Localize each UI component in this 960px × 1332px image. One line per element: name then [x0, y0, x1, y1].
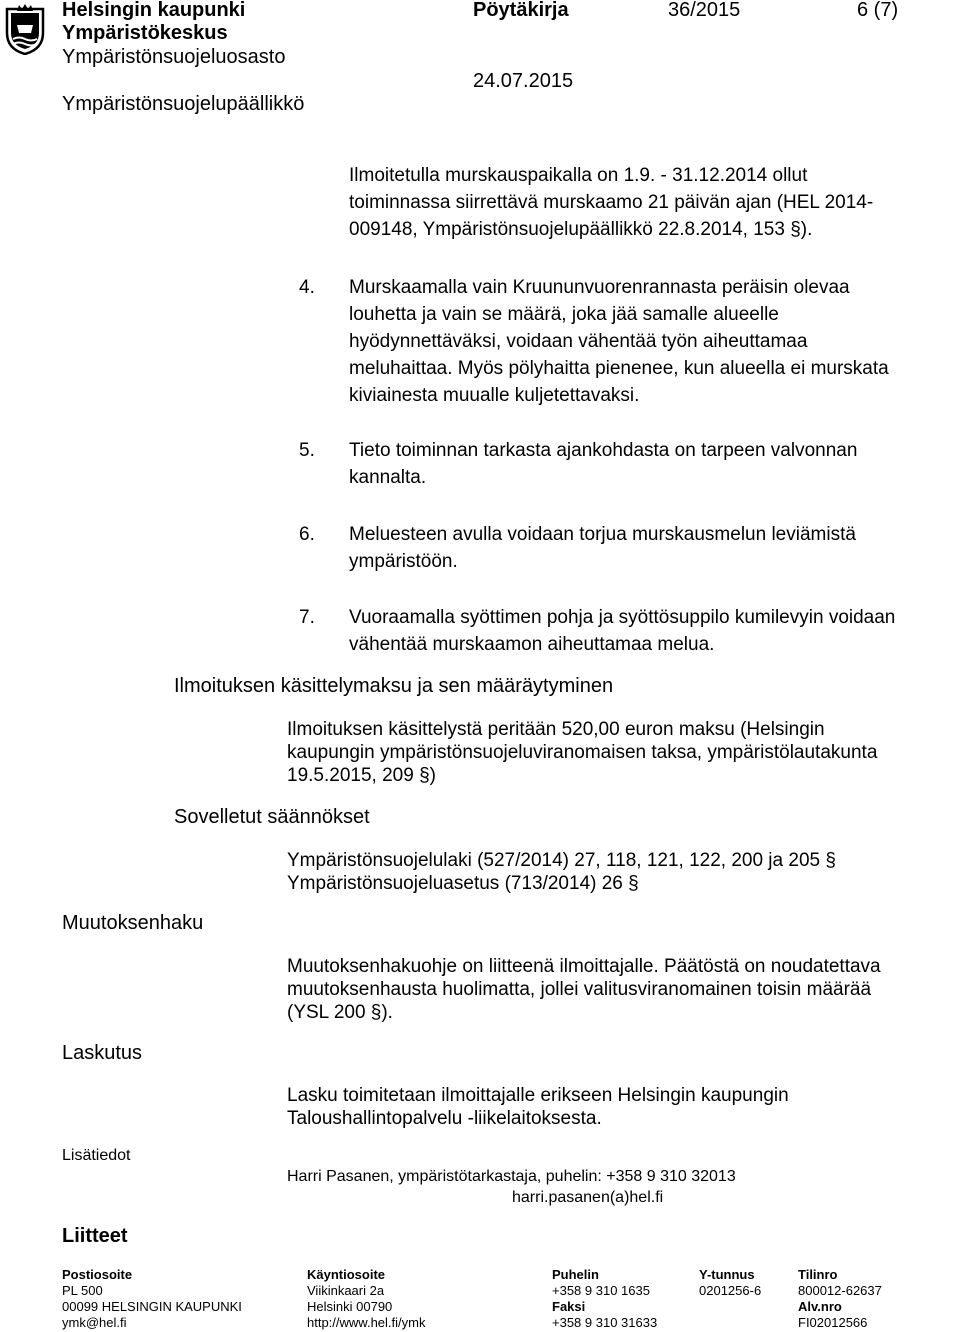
header-unit3: Ympäristönsuojelupäällikkö	[62, 93, 305, 115]
footer-visit: Käyntiosoite Viikinkaari 2a Helsinki 00790 http://www.hel.fi/ymk	[307, 1267, 426, 1330]
header-unit1: Ympäristökeskus	[62, 22, 228, 44]
item-number: 7.	[299, 607, 315, 628]
footer-business-id: Y-tunnus 0201256-6	[699, 1267, 762, 1298]
item-number: 6.	[299, 524, 315, 545]
item-number: 4.	[299, 277, 315, 298]
footer-account: Tilinro 800012-62637 Alv.nro FI02012566	[798, 1267, 882, 1330]
item-text: Tieto toiminnan tarkasta ajankohdasta on tarpeen valvonnan kannalta.	[349, 440, 858, 488]
helsinki-crest-logo	[3, 3, 47, 55]
doc-type: Pöytäkirja	[473, 0, 569, 21]
info-contact: Harri Pasanen, ympäristötarkastaja, puhelin: +358 9 310 32013	[287, 1168, 736, 1185]
item-text: Vuoraamalla syöttimen pohja ja syöttösuppilo kumilevyin voidaan vähentää murskaamon aiheuttamaa melua.	[349, 607, 896, 655]
fee-text: Ilmoituksen käsittelystä peritään 520,00 euron maksu (Helsingin kaupungin ympäristönsuojeluviranomaisen taksa, ympäristölautakunta 19.5.2015, 209 §)	[287, 719, 878, 786]
item-text: Murskaamalla vain Kruununvuorenrannasta peräisin olevaa louhetta ja vain se määrä, joka jää samalle alueelle hyödynnettäväksi, voidaan vähentää työn aiheuttamaa meluhaittaa. Myös pölyhaitta pienenee, kun alueella ei murskata kiviainesta muualle kuljetettavaksi.	[349, 277, 889, 406]
info-email: harri.pasanen(a)hel.fi	[512, 1189, 664, 1206]
regulations-text: Ympäristönsuojelulaki (527/2014) 27, 118, 121, 122, 200 ja 205 § Ympäristönsuojeluasetus (713/2014) 26 §	[287, 850, 836, 894]
appeal-label: Muutoksenhaku	[62, 912, 204, 934]
doc-date: 24.07.2015	[473, 70, 574, 92]
footer-phone: Puhelin +358 9 310 1635 Faksi +358 9 310 31633	[552, 1267, 658, 1330]
fee-heading: Ilmoituksen käsittelymaksu ja sen määräytyminen	[174, 675, 614, 697]
attachments-label: Liitteet	[62, 1225, 128, 1247]
appeal-text: Muutoksenhakuohje on liitteenä ilmoittajalle. Päätöstä on noudatettava muutoksenhausta huolimatta, jollei valitusviranomainen toisin määrää (YSL 200 §).	[287, 956, 881, 1023]
page-number: 6 (7)	[857, 0, 899, 21]
intro-paragraph: Ilmoitetulla murskauspaikalla on 1.9. - 31.12.2014 ollut toiminnassa siirrettävä murskaamo 21 päivän ajan (HEL 2014- 009148, Ympäristönsuojelupäällikkö 22.8.2014, 153 §).	[349, 165, 874, 240]
item-text: Meluesteen avulla voidaan torjua murskausmelun leviämistä ympäristöön.	[349, 524, 856, 572]
header-unit2: Ympäristönsuojeluosasto	[62, 46, 286, 68]
footer-postal: Postiosoite PL 500 00099 HELSINGIN KAUPUNKI ymk@hel.fi	[62, 1267, 242, 1330]
info-label: Lisätiedot	[62, 1147, 131, 1164]
header-org: Helsingin kaupunki	[62, 0, 246, 21]
billing-text: Lasku toimitetaan ilmoittajalle erikseen Helsingin kaupungin Taloushallintopalvelu -liikelaitoksesta.	[287, 1085, 789, 1129]
item-number: 5.	[299, 440, 315, 461]
regulations-heading: Sovelletut säännökset	[174, 806, 370, 828]
billing-label: Laskutus	[62, 1042, 143, 1064]
doc-number: 36/2015	[668, 0, 741, 21]
